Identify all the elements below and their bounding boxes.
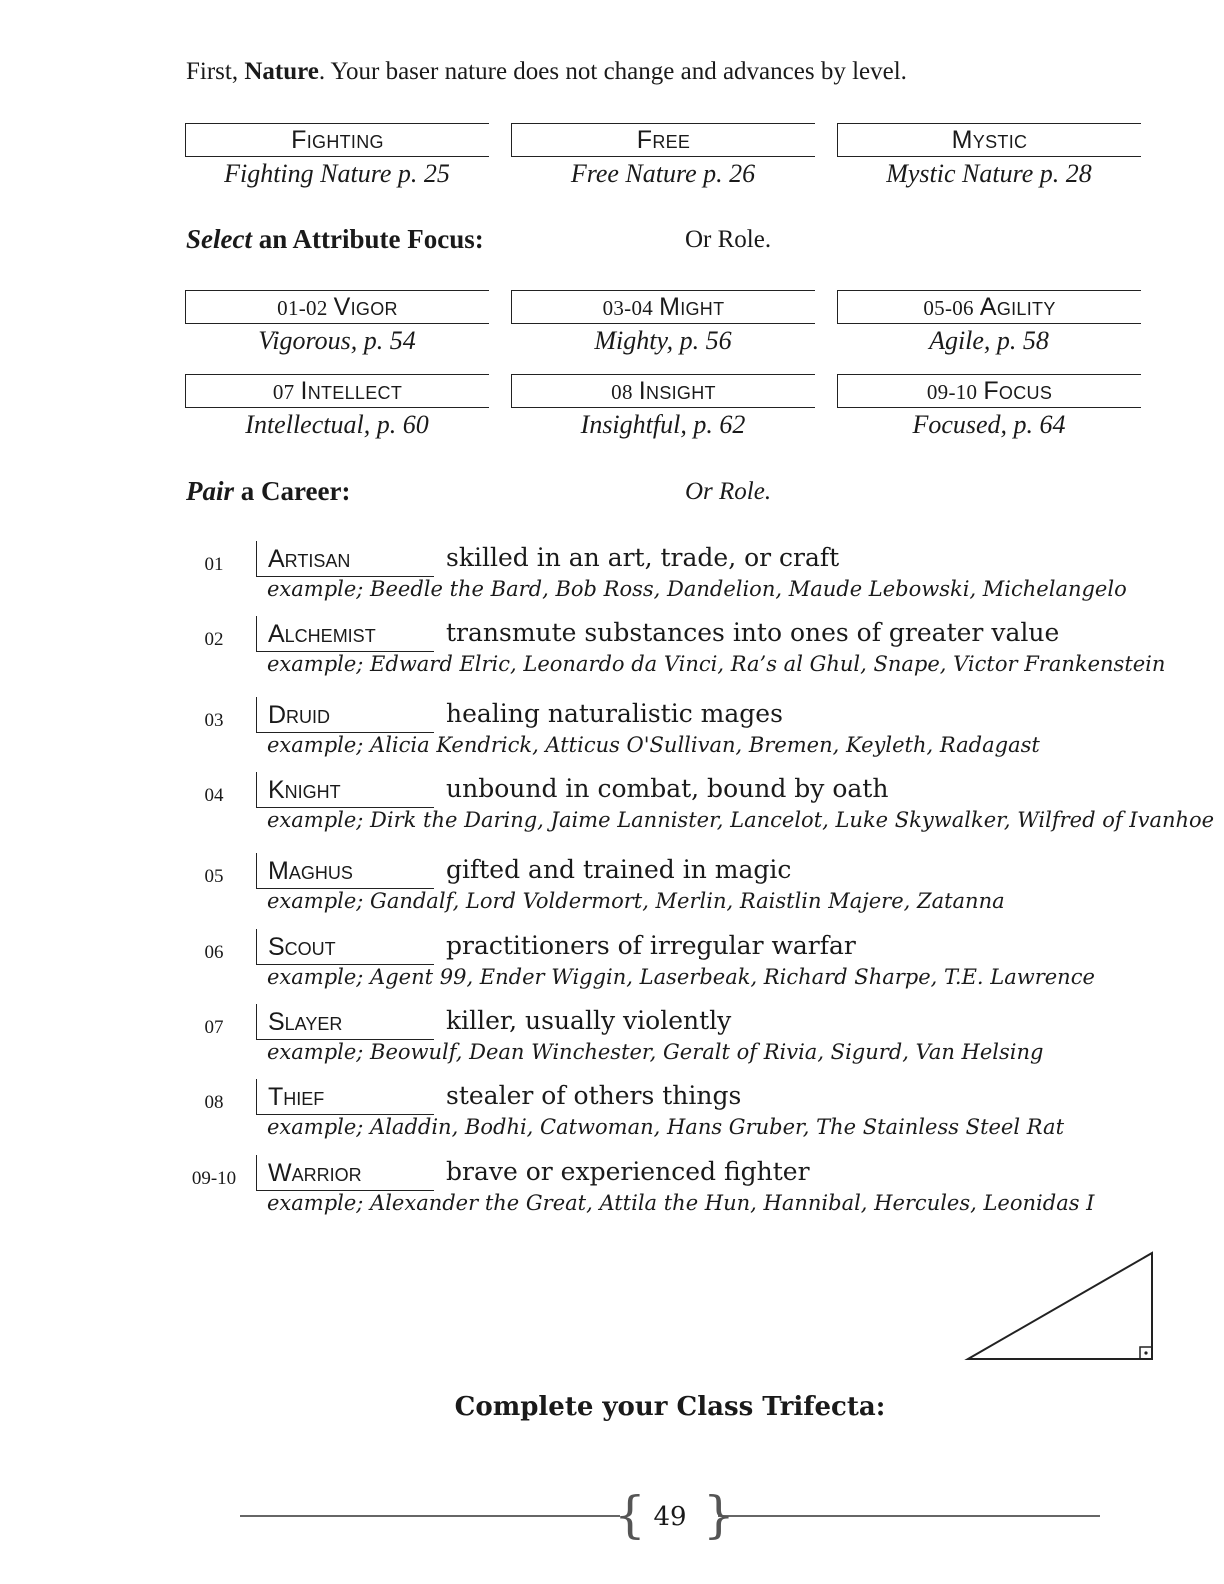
attribute-number: 03-04 — [602, 296, 654, 320]
career-number: 06 — [204, 942, 224, 963]
career-number: 03 — [204, 710, 224, 731]
career-name: Slayer — [256, 1004, 434, 1040]
attribute-name: Intellect — [300, 377, 403, 405]
nature-free — [511, 123, 815, 191]
nature-label: Free — [511, 123, 815, 157]
career-example: example; Alexander the Great, Attila the Hun, Hannibal, Hercules, Leonidas I — [267, 1191, 1095, 1215]
nature-label: Fighting — [185, 123, 489, 157]
attribute-label — [511, 374, 815, 408]
attribute-label — [837, 374, 1141, 408]
career-row — [186, 616, 1166, 686]
attribute-focus — [837, 374, 1141, 442]
intro-prefix: First, — [186, 58, 245, 85]
footer-rule-right — [718, 1515, 1100, 1517]
career-example: example; Beowulf, Dean Winchester, Geralt of Rivia, Sigurd, Van Helsing — [267, 1040, 1044, 1064]
career-row — [186, 1079, 1166, 1149]
career-name: Knight — [256, 772, 434, 808]
attribute-name: Insight — [638, 377, 716, 405]
attribute-name: Focus — [983, 377, 1053, 405]
intro-rest: . Your baser nature does not change and advances by level. — [318, 58, 907, 85]
attribute-number: 07 — [272, 380, 295, 404]
footer-open-bracket: { — [614, 1486, 646, 1544]
attribute-ref: Insightful, p. 62 — [580, 410, 746, 439]
career-heading-italic: Pair — [186, 476, 235, 506]
career-row — [186, 853, 1166, 923]
nature-ref: Fighting Nature p. 25 — [224, 159, 450, 188]
attribute-heading-italic: Select — [186, 224, 252, 254]
career-description: brave or experienced fighter — [446, 1157, 810, 1186]
career-name: Thief — [256, 1079, 434, 1115]
career-example: example; Edward Elric, Leonardo da Vinci, Ra’s al Ghul, Snape, Victor Frankenstein — [267, 652, 1166, 676]
career-example: example; Beedle the Bard, Bob Ross, Dandelion, Maude Lebowski, Michelangelo — [267, 577, 1127, 601]
career-heading-rest: a Career: — [234, 476, 351, 506]
career-number: 04 — [204, 785, 224, 806]
career-description: stealer of others things — [446, 1081, 742, 1110]
career-description: killer, usually violently — [446, 1006, 732, 1035]
career-example: example; Alicia Kendrick, Atticus O'Sullivan, Bremen, Keyleth, Radagast — [267, 733, 1040, 757]
attribute-number: 05-06 — [923, 296, 974, 320]
career-number: 09-10 — [191, 1168, 237, 1189]
career-row — [186, 772, 1215, 842]
attribute-number: 01-02 — [277, 296, 328, 320]
footer-close-bracket: } — [703, 1486, 735, 1544]
career-name: Scout — [256, 929, 434, 965]
career-name: Warrior — [256, 1155, 434, 1191]
attribute-number: 08 — [611, 380, 633, 404]
footer-rule-left — [240, 1515, 620, 1517]
career-row — [186, 697, 1166, 767]
career-example: example; Dirk the Daring, Jaime Lannister, Lancelot, Luke Skywalker, Wilfred of Ivanhoe — [267, 808, 1215, 832]
career-row — [186, 541, 1166, 611]
attribute-agility — [837, 290, 1141, 358]
attribute-ref: Intellectual, p. 60 — [245, 410, 429, 439]
attribute-intellect — [185, 374, 489, 442]
career-row — [186, 1155, 1166, 1225]
career-name: Artisan — [256, 541, 434, 577]
attribute-ref: Agile, p. 58 — [929, 326, 1049, 355]
nature-label: Mystic — [837, 123, 1141, 157]
career-description: transmute substances into ones of greater value — [446, 618, 1060, 647]
career-description: healing naturalistic mages — [446, 699, 783, 728]
intro-bold: Nature — [244, 58, 319, 85]
attribute-label — [511, 290, 815, 324]
attribute-name: Might — [659, 293, 725, 321]
career-number: 08 — [204, 1092, 224, 1113]
attribute-vigor — [185, 290, 489, 358]
career-name: Maghus — [256, 853, 434, 889]
attribute-heading — [186, 224, 484, 255]
right-triangle-icon — [960, 1245, 1160, 1367]
career-number: 02 — [204, 629, 224, 650]
attribute-heading-rest: an Attribute Focus: — [251, 224, 484, 254]
attribute-insight — [511, 374, 815, 442]
career-example: example; Agent 99, Ender Wiggin, Laserbeak, Richard Sharpe, T.E. Lawrence — [267, 965, 1095, 989]
career-description: unbound in combat, bound by oath — [446, 774, 889, 803]
career-number: 05 — [204, 866, 224, 887]
intro-line — [186, 58, 907, 86]
nature-mystic — [837, 123, 1141, 191]
attribute-ref: Mighty, p. 56 — [594, 326, 732, 355]
attribute-name: Agility — [979, 293, 1056, 321]
career-example: example; Gandalf, Lord Voldermort, Merlin, Raistlin Majere, Zatanna — [267, 889, 1005, 913]
attribute-or-role: Or Role. — [685, 226, 772, 253]
career-description: gifted and trained in magic — [446, 855, 792, 884]
attribute-label — [185, 290, 489, 324]
career-row — [186, 1004, 1166, 1074]
attribute-might — [511, 290, 815, 358]
career-number: 01 — [204, 554, 224, 575]
attribute-label — [185, 374, 489, 408]
attribute-label — [837, 290, 1141, 324]
career-heading — [186, 476, 350, 507]
career-description: practitioners of irregular warfar — [446, 931, 856, 960]
career-name: Druid — [256, 697, 434, 733]
career-or-role: Or Role. — [685, 478, 772, 505]
career-row — [186, 929, 1166, 999]
career-example: example; Aladdin, Bodhi, Catwoman, Hans Gruber, The Stainless Steel Rat — [267, 1115, 1065, 1139]
page-number: 49 — [653, 1502, 687, 1532]
career-name: Alchemist — [256, 616, 434, 652]
nature-ref: Free Nature p. 26 — [570, 159, 756, 188]
attribute-name: Vigor — [333, 293, 398, 321]
attribute-ref: Focused, p. 64 — [912, 410, 1066, 439]
career-number: 07 — [204, 1017, 224, 1038]
trifecta-heading: Complete your Class Trifecta: — [454, 1392, 886, 1422]
nature-fighting — [185, 123, 489, 191]
career-description: skilled in an art, trade, or craft — [446, 543, 840, 572]
attribute-number: 09-10 — [926, 380, 978, 404]
attribute-ref: Vigorous, p. 54 — [258, 326, 416, 355]
nature-ref: Mystic Nature p. 28 — [886, 159, 1092, 188]
